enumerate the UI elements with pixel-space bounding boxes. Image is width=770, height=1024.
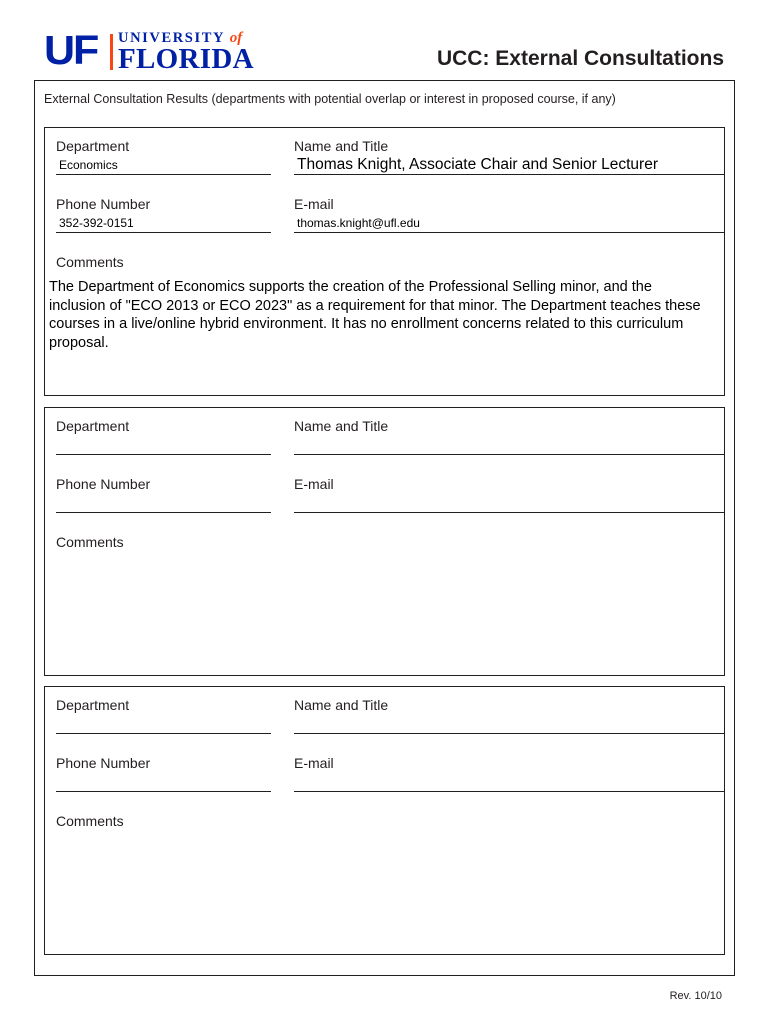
logo-university-text: UNIVERSITY of xyxy=(118,30,243,46)
phone-label: Phone Number xyxy=(56,476,151,492)
email-underline xyxy=(294,791,724,792)
comments-label: Comments xyxy=(56,813,124,829)
email-field[interactable]: thomas.knight@ufl.edu xyxy=(297,216,420,230)
logo-uf-mark: UF xyxy=(44,27,98,73)
consultation-section-1 xyxy=(44,127,725,396)
phone-underline xyxy=(56,791,271,792)
phone-underline xyxy=(56,232,271,233)
name-title-underline xyxy=(294,174,724,175)
phone-label: Phone Number xyxy=(56,755,151,771)
page-title: UCC: External Consultations xyxy=(436,47,724,70)
logo-divider xyxy=(110,34,113,70)
comments-label: Comments xyxy=(56,254,124,270)
phone-label: Phone Number xyxy=(56,196,151,212)
name-title-label: Name and Title xyxy=(294,697,389,713)
name-title-label: Name and Title xyxy=(294,138,389,154)
phone-underline xyxy=(56,512,271,513)
consultation-section-2 xyxy=(44,407,725,676)
email-label: E-mail xyxy=(294,755,334,771)
name-title-label: Name and Title xyxy=(294,418,389,434)
phone-field[interactable]: 352-392-0151 xyxy=(59,216,134,230)
email-underline xyxy=(294,232,724,233)
department-underline xyxy=(56,174,271,175)
email-underline xyxy=(294,512,724,513)
email-label: E-mail xyxy=(294,476,334,492)
department-field[interactable]: Economics xyxy=(59,158,118,172)
department-underline xyxy=(56,733,271,734)
comments-label: Comments xyxy=(56,534,124,550)
name-title-underline xyxy=(294,733,724,734)
comments-field[interactable]: The Department of Economics supports the creation of the Professional Selling minor, and the inclusion of "ECO 2013 or ECO 2023" as a requirement for that minor. The Department teaches these courses in a live/online hybrid environment. It has no enrollment concerns related to this curriculum proposal. xyxy=(49,279,701,351)
department-underline xyxy=(56,454,271,455)
department-label: Department xyxy=(56,418,130,434)
name-title-underline xyxy=(294,454,724,455)
department-label: Department xyxy=(56,697,130,713)
logo-florida-text: FLORIDA xyxy=(118,43,254,75)
intro-text: External Consultation Results (departments with potential overlap or interest in proposed course, if any) xyxy=(44,92,616,106)
department-label: Department xyxy=(56,138,130,154)
name-title-field[interactable]: Thomas Knight, Associate Chair and Senior Lecturer xyxy=(297,156,658,173)
revision-label: Rev. 10/10 xyxy=(669,990,722,1002)
consultation-section-3 xyxy=(44,686,725,955)
email-label: E-mail xyxy=(294,196,334,212)
